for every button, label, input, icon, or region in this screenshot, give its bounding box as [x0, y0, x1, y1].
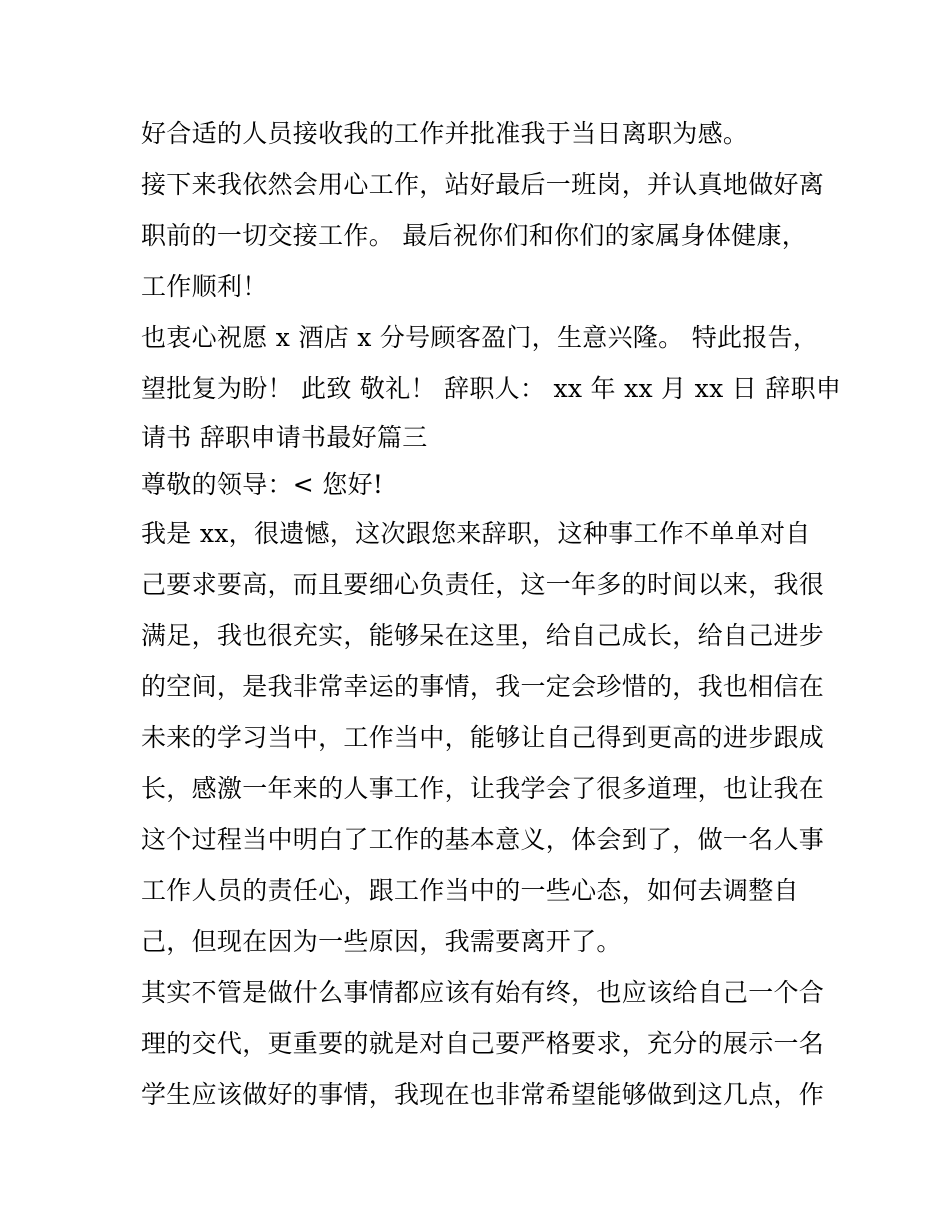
text-line: 长，感激一年来的人事工作，让我学会了很多道理，也让我在 [141, 774, 825, 803]
text-line: 工作顺利！ [141, 272, 268, 301]
text-line: 学生应该做好的事情，我现在也非常希望能够做到这几点，作 [141, 1080, 825, 1109]
text-line: 这个过程当中明白了工作的基本意义，体会到了，做一名人事 [141, 825, 825, 854]
document-body [141, 108, 842, 1120]
text-line: 理的交代，更重要的就是对自己要严格要求，充分的展示一名 [141, 1029, 825, 1058]
text-line: 尊敬的领导：< 您好! [141, 470, 384, 499]
text-line: 工作人员的责任心，跟工作当中的一些心态，如何去调整自 [141, 876, 799, 905]
text-line: 满足，我也很充实，能够呆在这里，给自己成长，给自己进步 [141, 621, 825, 650]
text-line: 请书 辞职申请书最好篇三 [141, 423, 428, 452]
text-line: 职前的一切交接工作。 最后祝你们和你们的家属身体健康， [141, 221, 808, 250]
text-line: 接下来我依然会用心工作，站好最后一班岗，并认真地做好离 [141, 170, 825, 199]
text-line: 也衷心祝愿 x 酒店 x 分号顾客盈门，生意兴隆。 特此报告， [141, 323, 819, 352]
text-line: 的空间，是我非常幸运的事情，我一定会珍惜的，我也相信在 [141, 672, 825, 701]
text-line: 未来的学习当中，工作当中，能够让自己得到更高的进步跟成 [141, 723, 825, 752]
text-line: 己要求要高，而且要细心负责任，这一年多的时间以来，我很 [141, 570, 825, 599]
text-line: 好合适的人员接收我的工作并批准我于当日离职为感。 [141, 119, 749, 148]
text-line: 己，但现在因为一些原因，我需要离开了。 [141, 927, 622, 956]
text-line: 我是 xx，很遗憾，这次跟您来辞职，这种事工作不单单对自 [141, 519, 811, 548]
text-line: 其实不管是做什么事情都应该有始有终，也应该给自己一个合 [141, 978, 825, 1007]
text-line: 望批复为盼！ 此致 敬礼！ 辞职人： xx 年 xx 月 xx 日 辞职申 [141, 374, 842, 403]
